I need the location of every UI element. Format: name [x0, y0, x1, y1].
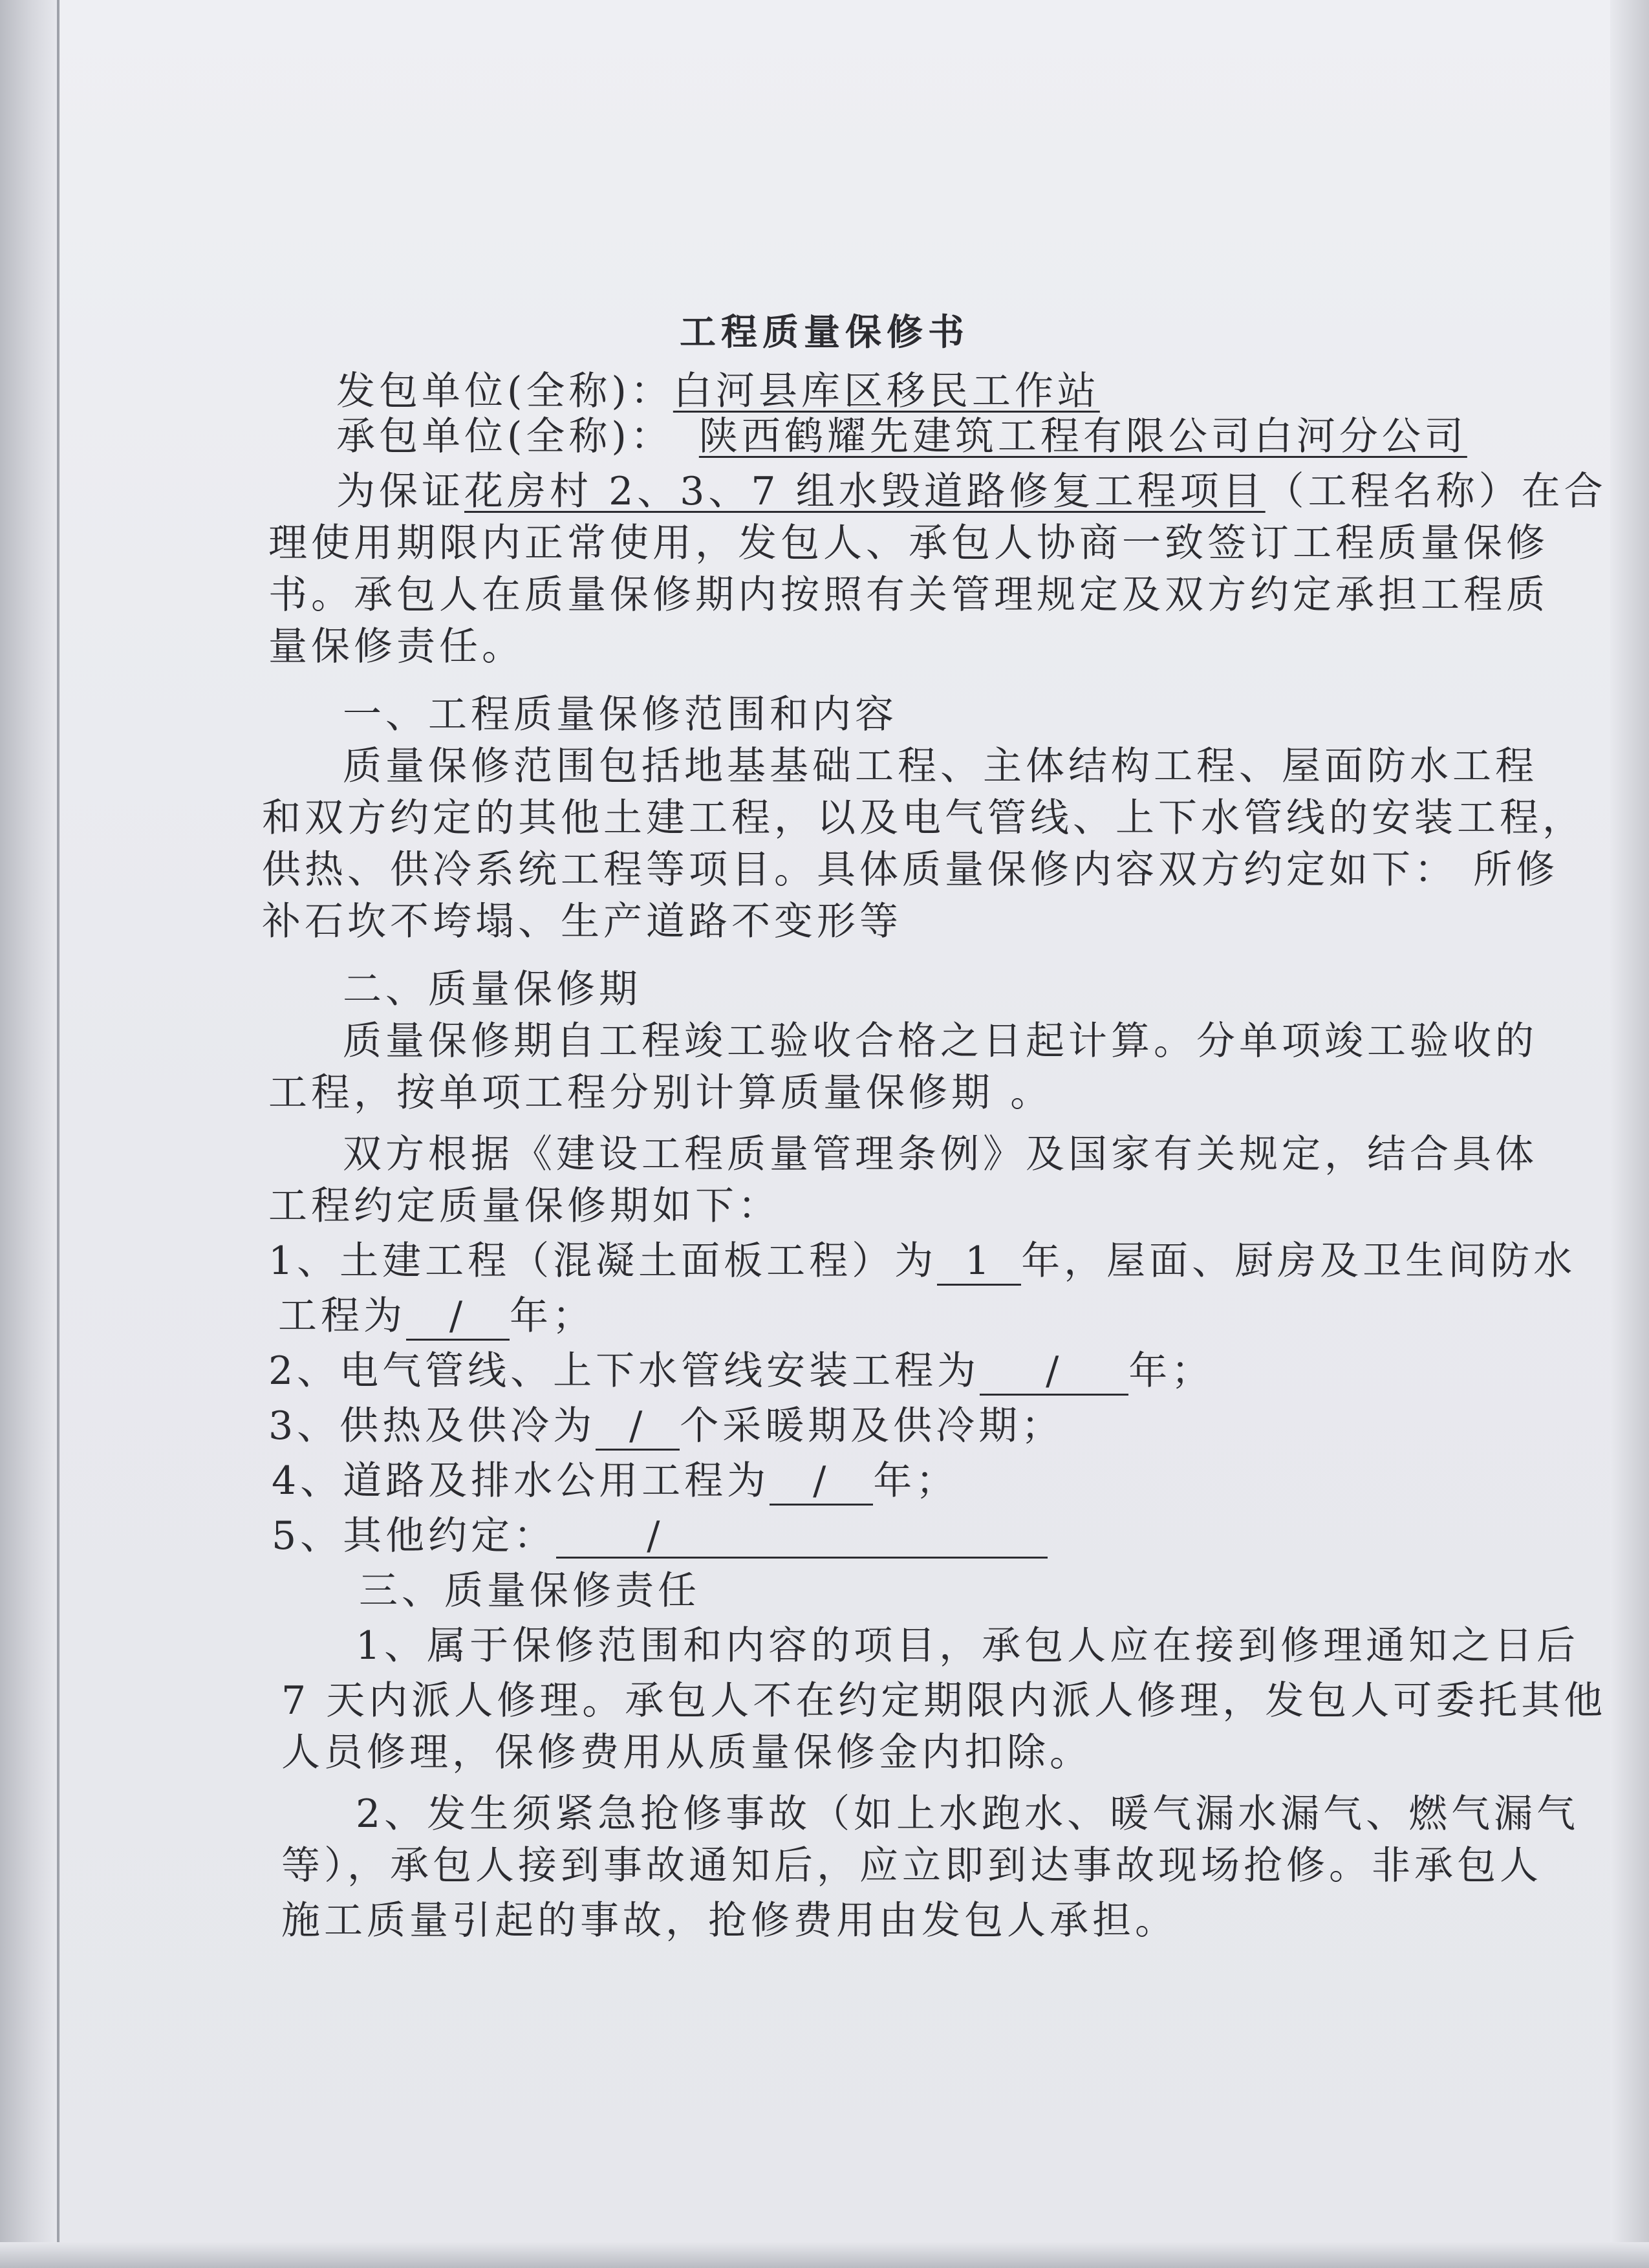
document-title: 工程质量保修书 — [680, 311, 969, 354]
intro-line-3: 书。承包人在质量保修期内按照有关管理规定及双方约定承担工程质 — [268, 572, 1549, 618]
item2-blank: / — [980, 1348, 1128, 1396]
section1-line-4: 补石坎不垮塌、生产道路不变形等 — [262, 899, 902, 944]
item2-text-a: 2、电气管线、上下水管线安装工程为 — [268, 1348, 980, 1394]
intro-line-2: 理使用期限内正常使用，发包人、承包人协商一致签订工程质量保修 — [268, 521, 1549, 566]
contractor-label: 承包单位(全称)： — [336, 414, 673, 459]
section2-p2-line-1: 双方根据《建设工程质量管理条例》及国家有关规定，结合具体 — [343, 1132, 1538, 1177]
section3-p1-line-2: 7 天内派人修理。承包人不在约定期限内派人修理，发包人可委托其他 — [281, 1678, 1607, 1723]
employer-label: 发包单位(全称)： — [336, 369, 673, 414]
section3-heading: 三、质量保修责任 — [359, 1568, 700, 1614]
item1-text-d: 年； — [510, 1293, 595, 1339]
item4-text-b: 年； — [873, 1458, 959, 1504]
item1-text-b: 年，屋面、厨房及卫生间防水 — [1021, 1238, 1577, 1284]
intro-prefix: 为保证 — [336, 469, 464, 514]
item1-text-c: 工程为 — [278, 1293, 406, 1339]
section2-p1-line-2: 工程，按单项工程分别计算质量保修期 。 — [268, 1070, 1053, 1116]
warranty-item-4 — [272, 1455, 958, 1507]
section1-line-3: 供热、供冷系统工程等项目。具体质量保修内容双方约定如下： 所修 — [262, 847, 1559, 892]
section3-p1-line-1: 1、属于保修范围和内容的项目，承包人应在接到修理通知之日后 — [356, 1623, 1580, 1669]
section2-p2-line-2: 工程约定质量保修期如下： — [268, 1183, 781, 1229]
warranty-item-3 — [268, 1400, 1064, 1452]
item1-text-a: 1、土建工程（混凝土面板工程）为 — [268, 1238, 938, 1284]
warranty-item-1-cont — [278, 1290, 595, 1342]
warranty-item-5 — [272, 1510, 1048, 1562]
section1-line-1: 质量保修范围包括地基基础工程、主体结构工程、屋面防水工程 — [343, 744, 1538, 789]
section3-p1-line-3: 人员修理，保修费用从质量保修金内扣除。 — [281, 1730, 1092, 1775]
section3-p2-line-1: 2、发生须紧急抢修事故（如上水跑水、暖气漏水漏气、燃气漏气 — [356, 1791, 1580, 1837]
warranty-item-2 — [268, 1345, 1214, 1397]
section1-heading: 一、工程质量保修范围和内容 — [343, 692, 898, 737]
item5-text-a: 5、其他约定： — [272, 1513, 557, 1559]
section2-heading: 二、质量保修期 — [343, 967, 641, 1012]
warranty-item-1 — [268, 1235, 1576, 1287]
item1-blank: 1 — [937, 1238, 1021, 1286]
employer-row — [336, 365, 1100, 417]
item1-blank-2: / — [406, 1293, 510, 1341]
intro-line-4: 量保修责任。 — [268, 624, 524, 669]
item4-text-a: 4、道路及排水公用工程为 — [272, 1458, 770, 1504]
item4-blank: / — [770, 1458, 873, 1506]
section2-p1-line-1: 质量保修期自工程竣工验收合格之日起计算。分单项竣工验收的 — [343, 1019, 1538, 1064]
contractor-value: 陕西鹤耀先建筑工程有限公司白河分公司 — [698, 414, 1467, 459]
project-name: 花房村 2、3、7 组水毁道路修复工程项目 — [464, 469, 1266, 514]
scan-shadow-bottom — [0, 2242, 1649, 2268]
item3-blank: / — [596, 1403, 680, 1451]
contractor-row — [336, 411, 1467, 462]
intro-suffix: （工程名称）在合 — [1265, 469, 1607, 514]
item3-text-a: 3、供热及供冷为 — [268, 1403, 596, 1449]
section3-p2-line-3: 施工质量引起的事故，抢修费用由发包人承担。 — [281, 1898, 1178, 1943]
item5-blank: / — [556, 1513, 1048, 1559]
employer-value: 白河县库区移民工作站 — [673, 369, 1100, 414]
section3-p2-line-2: 等），承包人接到事故通知后，应立即到达事故现场抢修。非承包人 — [281, 1843, 1542, 1888]
section1-line-2: 和双方约定的其他土建工程，以及电气管线、上下水管线的安装工程， — [262, 795, 1585, 841]
intro-line-1 — [336, 466, 1607, 517]
item2-text-b: 年； — [1128, 1348, 1214, 1394]
item3-text-b: 个采暖期及供冷期； — [680, 1403, 1064, 1449]
